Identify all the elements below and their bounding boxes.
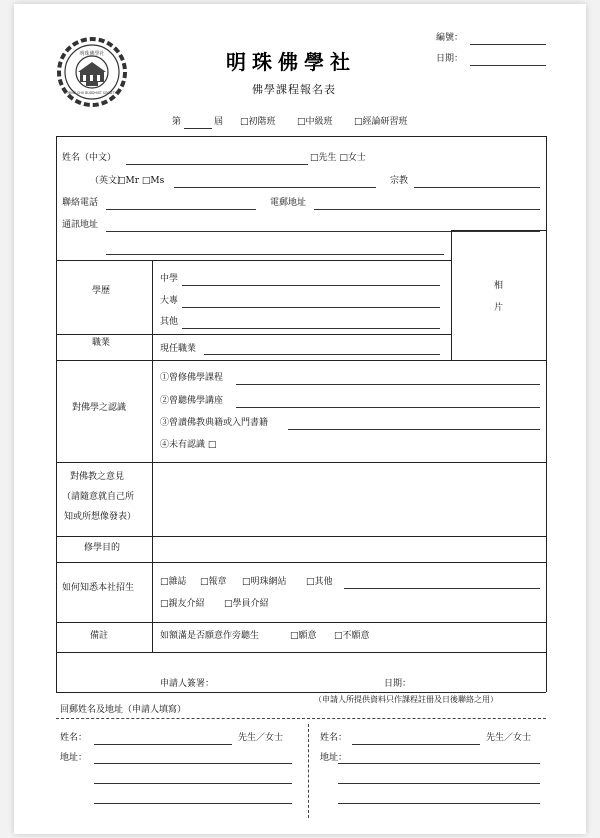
option-intermediate[interactable]: □中級班 bbox=[297, 117, 333, 127]
row-divider-occupation bbox=[56, 334, 451, 335]
remarks-label: 備註 bbox=[90, 631, 109, 641]
mailing-right-salutation: 先生／女士 bbox=[486, 733, 532, 743]
serial-label: 編號： bbox=[436, 33, 464, 43]
understanding-item-3[interactable]: ③曾讀佛教典籍或入門書籍 bbox=[160, 418, 269, 428]
mailing-left-name-input[interactable] bbox=[94, 744, 232, 745]
signature-date-label: 日期： bbox=[384, 679, 412, 689]
understanding-item-2[interactable]: ②曾聽佛學講座 bbox=[160, 396, 224, 406]
source-newspaper[interactable]: □報章 bbox=[200, 577, 227, 587]
session-prefix: 第 bbox=[172, 117, 182, 127]
dharma-wheel-seal-icon bbox=[56, 36, 128, 108]
org-name: 明珠佛學社 bbox=[226, 50, 356, 74]
mailing-divider bbox=[308, 724, 309, 818]
row-divider-source bbox=[56, 562, 546, 563]
email-input[interactable] bbox=[314, 209, 540, 210]
header-date-input[interactable] bbox=[470, 65, 546, 66]
understanding-input-2[interactable] bbox=[236, 407, 540, 408]
header-date-label: 日期： bbox=[436, 54, 464, 64]
table-border-top bbox=[56, 136, 546, 137]
row-divider-education bbox=[56, 260, 451, 261]
source-friends[interactable]: □親友介紹 bbox=[160, 599, 205, 609]
education-tertiary-input[interactable] bbox=[182, 307, 440, 308]
opinion-label-3: 知或所想像發表） bbox=[64, 512, 137, 522]
mailing-right-address-line1[interactable] bbox=[338, 763, 540, 764]
occupation-current-label: 現任職業 bbox=[160, 344, 197, 354]
mailing-right-name-label: 姓名： bbox=[320, 733, 348, 743]
session-number-input[interactable] bbox=[184, 128, 212, 129]
row-divider-opinion bbox=[56, 462, 546, 463]
email-label: 電郵地址 bbox=[270, 198, 307, 208]
education-secondary-input[interactable] bbox=[182, 285, 440, 286]
signature-label: 申請人簽署： bbox=[160, 679, 215, 689]
mailing-right-address-label: 地址： bbox=[320, 753, 348, 763]
address-label: 通訊地址 bbox=[62, 220, 99, 230]
religion-label: 宗教 bbox=[390, 176, 409, 186]
mailing-right-address-line3[interactable] bbox=[338, 803, 540, 804]
row-divider-signature bbox=[56, 652, 546, 653]
education-other-label: 其他 bbox=[160, 317, 179, 327]
education-label: 學歷 bbox=[92, 286, 111, 296]
opinion-input-area[interactable] bbox=[154, 464, 544, 534]
address-input-line2[interactable] bbox=[106, 254, 444, 255]
understanding-item-4[interactable]: ④未有認識 □ bbox=[160, 440, 217, 450]
phone-label: 聯絡電話 bbox=[62, 198, 99, 208]
remarks-option-no[interactable]: □不願意 bbox=[334, 631, 370, 641]
occupation-label: 職業 bbox=[92, 338, 111, 348]
name-cn-label: 姓名（中文） bbox=[62, 153, 117, 163]
logo-top-text: 明珠佛學社 bbox=[79, 51, 105, 57]
source-magazine[interactable]: □雜誌 bbox=[160, 577, 187, 587]
option-sutra-study[interactable]: □經論研習班 bbox=[354, 117, 408, 127]
name-cn-options[interactable]: □先生 □女士 bbox=[310, 153, 366, 163]
label-column-divider bbox=[152, 260, 153, 652]
source-label: 如何知悉本社招生 bbox=[62, 583, 135, 593]
mailing-left-name-label: 姓名： bbox=[60, 733, 88, 743]
mailing-left-address-line2[interactable] bbox=[94, 783, 292, 784]
mailing-left-address-label: 地址： bbox=[60, 753, 88, 763]
photo-box-left bbox=[451, 230, 452, 360]
table-border-left bbox=[56, 136, 57, 692]
source-other[interactable]: □其他 bbox=[306, 577, 333, 587]
mailing-left-address-line3[interactable] bbox=[94, 803, 292, 804]
name-en-options[interactable]: □Mr □Ms bbox=[117, 176, 165, 186]
cut-line bbox=[56, 718, 546, 719]
mailing-right-address-line2[interactable] bbox=[338, 783, 540, 784]
form-paper bbox=[14, 4, 586, 834]
signature-input[interactable] bbox=[226, 674, 366, 690]
serial-input[interactable] bbox=[470, 44, 546, 45]
education-secondary-label: 中學 bbox=[160, 274, 179, 284]
understanding-label: 對佛學之認識 bbox=[72, 403, 127, 413]
name-en-label: （英文） bbox=[90, 176, 127, 186]
name-cn-input[interactable] bbox=[126, 164, 308, 165]
purpose-label: 修學目的 bbox=[84, 543, 121, 553]
source-website[interactable]: □明珠網站 bbox=[242, 577, 287, 587]
remarks-option-yes[interactable]: □願意 bbox=[290, 631, 317, 641]
mailing-right-name-input[interactable] bbox=[352, 744, 480, 745]
session-suffix: 屆 bbox=[214, 117, 224, 127]
row-divider-understanding bbox=[56, 360, 546, 361]
understanding-input-3[interactable] bbox=[288, 429, 540, 430]
source-other-input[interactable] bbox=[344, 588, 540, 589]
education-other-input[interactable] bbox=[182, 328, 440, 329]
logo-bottom-text: MING CHU BUDDHIST SOCIETY bbox=[67, 91, 117, 95]
mailing-left-address-line1[interactable] bbox=[94, 763, 292, 764]
table-border-bottom bbox=[56, 692, 546, 693]
photo-box-top bbox=[451, 230, 546, 231]
form-title: 佛學課程報名表 bbox=[252, 83, 336, 96]
mailing-heading: 回郵姓名及地址（申請人填寫） bbox=[60, 705, 187, 715]
phone-input[interactable] bbox=[106, 209, 256, 210]
education-tertiary-label: 大專 bbox=[160, 296, 179, 306]
table-border-right bbox=[546, 136, 547, 692]
option-beginner[interactable]: □初階班 bbox=[240, 117, 276, 127]
source-students[interactable]: □學員介紹 bbox=[224, 599, 269, 609]
name-en-input[interactable] bbox=[174, 187, 376, 188]
remarks-question: 如額滿是否願意作旁聽生 bbox=[160, 631, 260, 641]
religion-input[interactable] bbox=[414, 187, 540, 188]
row-divider-purpose bbox=[56, 536, 546, 537]
understanding-item-1[interactable]: ①曾修佛學課程 bbox=[160, 373, 224, 383]
opinion-label-1: 對佛教之意見 bbox=[70, 472, 125, 482]
occupation-input[interactable] bbox=[204, 354, 440, 355]
row-divider-remarks bbox=[56, 622, 546, 623]
mailing-left-salutation: 先生／女士 bbox=[238, 733, 284, 743]
understanding-input-1[interactable] bbox=[236, 384, 540, 385]
purpose-input-area[interactable] bbox=[154, 538, 544, 560]
address-input-line1[interactable] bbox=[106, 231, 540, 232]
signature-date-input[interactable] bbox=[414, 674, 534, 690]
privacy-note: （申請人所提供資料只作課程註冊及日後聯絡之用） bbox=[314, 695, 498, 704]
opinion-label-2: （請隨意就自己所 bbox=[62, 492, 135, 502]
photo-label: 相 片 bbox=[494, 281, 504, 313]
